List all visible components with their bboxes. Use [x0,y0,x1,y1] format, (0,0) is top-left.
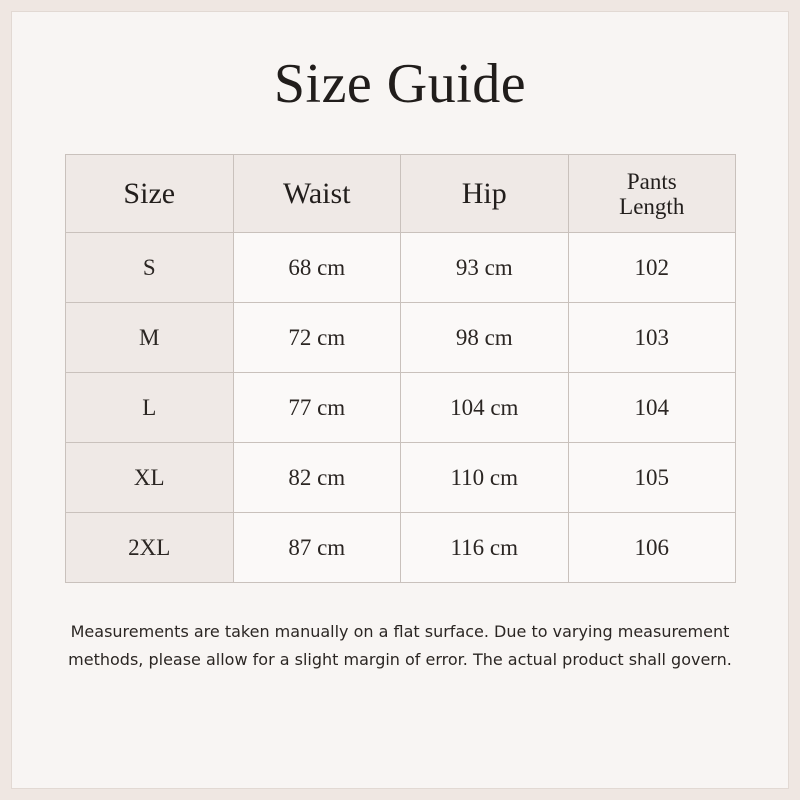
size-cell: L [66,373,234,443]
table-row [66,443,736,513]
waist-cell: 68 cm [233,233,401,303]
pants-length-cell: 105 [568,443,736,513]
size-cell: S [66,233,234,303]
size-cell: M [66,303,234,373]
pants-length-cell: 106 [568,513,736,583]
hip-cell: 116 cm [401,513,569,583]
header-pants-length [568,155,736,233]
pants-length-cell: 103 [568,303,736,373]
size-cell: XL [66,443,234,513]
table-row [66,303,736,373]
pants-length-cell: 104 [568,373,736,443]
table-header-row [66,155,736,233]
hip-cell: 98 cm [401,303,569,373]
waist-cell: 72 cm [233,303,401,373]
table-row [66,233,736,303]
header-waist: Waist [233,155,401,233]
header-pants-length-label: Pants Length [619,168,685,219]
size-cell: 2XL [66,513,234,583]
header-size: Size [66,155,234,233]
hip-cell: 104 cm [401,373,569,443]
header-hip: Hip [401,155,569,233]
waist-cell: 87 cm [233,513,401,583]
waist-cell: 82 cm [233,443,401,513]
hip-cell: 110 cm [401,443,569,513]
page-title: Size Guide [273,53,527,115]
measurement-note: Measurements are taken manually on a flat surface. Due to varying measurement methods, please allow for a slight margin of error. The actual product shall govern. [68,622,732,669]
table-row [66,513,736,583]
table-row [66,373,736,443]
size-table [65,154,736,583]
hip-cell: 93 cm [401,233,569,303]
waist-cell: 77 cm [233,373,401,443]
pants-length-cell: 102 [568,233,736,303]
